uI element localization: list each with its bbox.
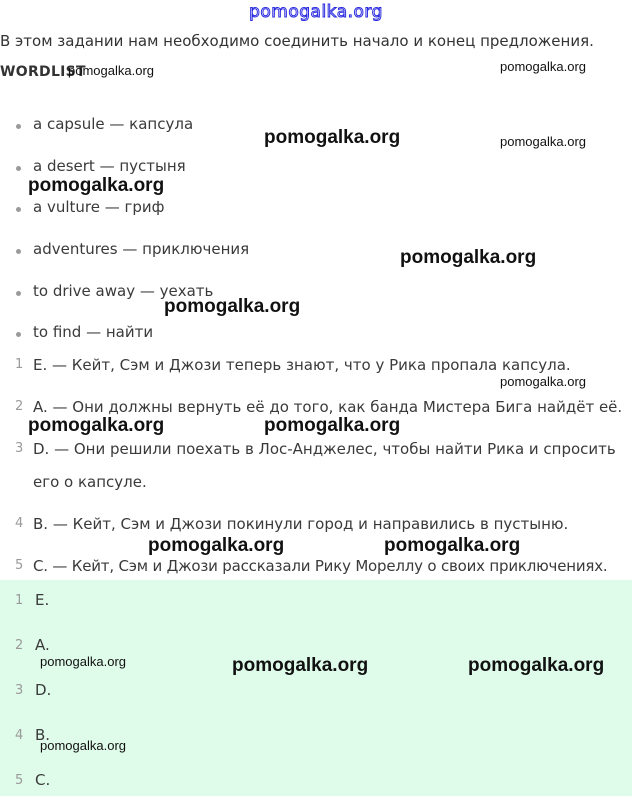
sentence-number: 3 [15, 441, 24, 456]
answer-value: E. [35, 591, 50, 609]
sentence-text: A. — Они должны вернуть её до того, как банда Мистера Бига найдёт её. [33, 398, 623, 416]
watermark: pomogalka.org [264, 127, 401, 148]
watermark: pomogalka.org [400, 247, 537, 268]
watermark: pomogalka.org [28, 415, 165, 436]
answer-number: 2 [15, 638, 24, 653]
answer-value: A. [35, 636, 50, 654]
answer-number: 3 [15, 683, 24, 698]
watermark: pomogalka.org [500, 59, 586, 74]
bullet-dot [16, 207, 21, 212]
answers-box [0, 580, 632, 796]
wordlist-item: a capsule — капсула [33, 115, 194, 133]
watermark: pomogalka.org [148, 535, 285, 556]
wordlist-item: a desert — пустыня [33, 157, 186, 175]
sentence-text-continued: его о капсуле. [33, 473, 147, 491]
wordlist-title: WORDLIST [0, 64, 86, 80]
wordlist-item: to drive away — уехать [33, 282, 214, 300]
watermark: pomogalka.org [500, 374, 586, 389]
answer-number: 4 [15, 728, 24, 743]
sentence-text: B. — Кейт, Сэм и Джози покинули город и направились в пустыню. [33, 515, 569, 533]
watermark: pomogalka.org [384, 535, 521, 556]
bullet-dot [16, 124, 21, 129]
answer-value: D. [35, 681, 52, 699]
wordlist-item: to find — найти [33, 323, 154, 341]
sentence-text: D. — Они решили поехать в Лос-Анджелес, чтобы найти Рика и спросить [33, 440, 616, 458]
bullet-dot [16, 332, 21, 337]
watermark: pomogalka.org [40, 654, 126, 669]
watermark: pomogalka.org [68, 63, 154, 78]
watermark: pomogalka.org [468, 655, 605, 676]
watermark: pomogalka.org [28, 175, 165, 196]
watermark: pomogalka.org [500, 134, 586, 149]
watermark: pomogalka.org [232, 655, 369, 676]
sentence-number: 5 [15, 558, 24, 573]
bullet-dot [16, 249, 21, 254]
wordlist-item: a vulture — гриф [33, 198, 165, 216]
bullet-dot [16, 291, 21, 296]
watermark: pomogalka.org [40, 738, 126, 753]
sentence-number: 4 [15, 516, 24, 531]
sentence-number: 1 [15, 357, 24, 372]
watermark: pomogalka.org [164, 296, 301, 317]
answer-value: C. [35, 771, 51, 789]
answer-number: 5 [15, 773, 24, 788]
header-watermark: pomogalka.org [249, 2, 383, 22]
answer-value: B. [35, 726, 51, 744]
bullet-dot [16, 166, 21, 171]
intro-text: В этом задании нам необходимо соединить начало и конец предложения. [0, 32, 594, 50]
sentence-text: E. — Кейт, Сэм и Джози теперь знают, что у Рика пропала капсула. [33, 356, 571, 374]
sentence-number: 2 [15, 399, 24, 414]
watermark: pomogalka.org [264, 415, 401, 436]
sentence-text: C. — Кейт, Сэм и Джози рассказали Рику Мореллу о своих приключениях. [33, 557, 608, 575]
answer-number: 1 [15, 593, 24, 608]
wordlist-item: adventures — приключения [33, 240, 250, 258]
